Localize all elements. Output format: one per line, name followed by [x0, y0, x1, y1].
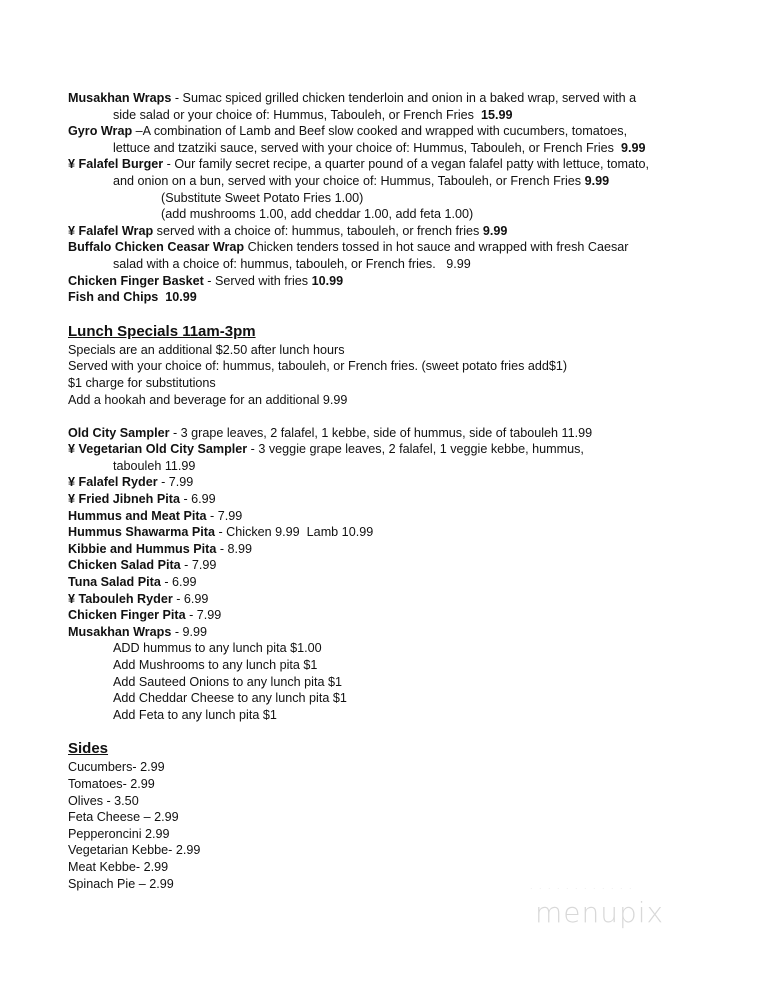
menu-line: [68, 842, 708, 859]
menu-line: [68, 557, 708, 574]
menu-line: [68, 793, 708, 810]
item-text: Add Feta to any lunch pita $1: [113, 707, 277, 722]
item-text: - 9.99: [171, 624, 208, 639]
item-text: Chicken tenders tossed in hot sauce and wrapped with fresh Caesar: [244, 240, 629, 255]
menu-line: [68, 206, 708, 223]
item-name: Chicken Finger Basket: [68, 273, 204, 288]
item-name: ¥ Vegetarian Old City Sampler: [68, 442, 248, 457]
menu-line: [68, 524, 708, 541]
item-text: Meat Kebbe- 2.99: [68, 859, 169, 874]
menu-line: [68, 140, 708, 157]
item-text: Cucumbers- 2.99: [68, 760, 165, 775]
menupix-watermark: menupix: [535, 896, 665, 929]
menu-section: [68, 90, 708, 306]
item-name: 15.99: [480, 107, 513, 122]
menu-line: [68, 107, 708, 124]
item-name: 9.99: [584, 173, 610, 188]
item-text: - 8.99: [216, 541, 253, 556]
menu-line: [68, 273, 708, 290]
menu-line: [68, 239, 708, 256]
item-text: - 3 veggie grape leaves, 2 falafel, 1 veggie kebbe, hummus,: [247, 442, 584, 457]
menu-line: [68, 607, 708, 624]
item-text: - 7.99: [206, 508, 243, 523]
menu-line: [68, 458, 708, 475]
item-text: Spinach Pie – 2.99: [68, 876, 174, 891]
menu-line: [68, 392, 708, 409]
menu-line: [68, 657, 708, 674]
menu-line: [68, 508, 708, 525]
menu-line: [68, 190, 708, 207]
menu-line: [68, 574, 708, 591]
menu-line: [68, 690, 708, 707]
item-name: Hummus and Meat Pita: [68, 508, 207, 523]
watermark-tagline: . . . . . . . . . . . .: [530, 881, 634, 891]
item-text: - Chicken 9.99 Lamb 10.99: [214, 525, 374, 540]
item-text: Feta Cheese – 2.99: [68, 810, 179, 825]
item-name: ¥ Fried Jibneh Pita: [68, 492, 180, 507]
item-text: served with a choice of: hummus, tabouleh, or french fries: [153, 223, 483, 238]
item-name: 9.99: [482, 223, 508, 238]
menu-line: [68, 541, 708, 558]
item-text: - 6.99: [160, 575, 197, 590]
menu-line: [68, 375, 708, 392]
item-text: - 6.99: [179, 492, 216, 507]
item-text: Add Mushrooms to any lunch pita $1: [113, 658, 318, 672]
item-text: Vegetarian Kebbe- 2.99: [68, 843, 201, 858]
menu-line: [68, 123, 708, 140]
item-text: ADD hummus to any lunch pita $1.00: [113, 641, 322, 656]
item-name: 9.99: [620, 140, 646, 155]
menu-line: [68, 156, 708, 173]
item-name: Musakhan Wraps: [68, 624, 172, 639]
item-text: side salad or your choice of: Hummus, Tabouleh, or French Fries: [113, 107, 481, 122]
item-name: ¥ Falafel Ryder: [68, 475, 158, 490]
item-name: Buffalo Chicken Ceasar Wrap: [68, 240, 245, 255]
item-text: Add Cheddar Cheese to any lunch pita $1: [113, 691, 347, 706]
item-name: ¥ Falafel Burger: [68, 157, 164, 172]
item-text: - 3 grape leaves, 2 falafel, 1 kebbe, side of hummus, side of tabouleh 11.99: [169, 425, 593, 440]
item-name: Kibbie and Hummus Pita: [68, 541, 217, 556]
item-text: Tomatoes- 2.99: [68, 776, 155, 791]
menu-line: [68, 707, 708, 724]
menu-line: [68, 90, 708, 107]
item-text: and onion on a bun, served with your choice of: Hummus, Tabouleh, or French Fries: [113, 173, 585, 188]
item-name: ¥ Tabouleh Ryder: [68, 591, 173, 606]
item-text: - Sumac spiced grilled chicken tenderloin and onion in a baked wrap, served with a: [171, 91, 637, 105]
item-name: Musakhan Wraps: [68, 91, 172, 105]
menu-line: [68, 358, 708, 375]
item-text: Add a hookah and beverage for an additional 9.99: [68, 392, 348, 407]
item-text: Olives - 3.50: [68, 793, 139, 808]
item-name: Hummus Shawarma Pita: [68, 525, 215, 540]
item-name: Gyro Wrap: [68, 124, 133, 139]
menu-line: [68, 289, 708, 306]
item-text: lettuce and tzatziki sauce, served with your choice of: Hummus, Tabouleh, or French Fries: [113, 140, 621, 155]
item-name: Old City Sampler: [68, 425, 170, 440]
section-heading: Sides: [68, 740, 109, 758]
item-text: - Served with fries: [203, 273, 312, 288]
menu-line: [68, 591, 708, 608]
item-text: - 7.99: [180, 558, 217, 573]
item-text: $1 charge for substitutions: [68, 375, 216, 390]
menu-line: [68, 640, 708, 657]
menu-line: [68, 759, 708, 776]
menu-line: [68, 624, 708, 641]
item-text: tabouleh 11.99: [113, 458, 196, 473]
section-heading: Lunch Specials 11am-3pm: [68, 322, 256, 340]
item-text: - 6.99: [172, 591, 209, 606]
item-name: Chicken Finger Pita: [68, 608, 186, 623]
menu-line: [68, 425, 708, 442]
item-text: Pepperoncini 2.99: [68, 826, 170, 841]
item-text: Add Sauteed Onions to any lunch pita $1: [113, 674, 342, 689]
menu-line: [68, 173, 708, 190]
menu-line: [68, 674, 708, 691]
item-name: ¥ Falafel Wrap: [68, 223, 154, 238]
menu-line: [68, 826, 708, 843]
item-text: salad with a choice of: hummus, tabouleh, or French fries. 9.99: [113, 256, 471, 271]
menu-line: [68, 859, 708, 876]
menu-document: [68, 90, 708, 892]
item-text: Served with your choice of: hummus, tabouleh, or French fries. (sweet potato fries add$1): [68, 359, 568, 374]
menu-line: [68, 776, 708, 793]
item-text: - 7.99: [185, 608, 222, 623]
menu-line: [68, 408, 708, 425]
menu-line: [68, 474, 708, 491]
item-text: (Substitute Sweet Potato Fries 1.00): [161, 190, 364, 205]
menu-line: [68, 256, 708, 273]
item-name: Chicken Salad Pita: [68, 558, 181, 573]
item-name: Tuna Salad Pita: [68, 575, 161, 590]
menu-section: [68, 739, 708, 892]
menu-line: [68, 491, 708, 508]
menu-line: [68, 223, 708, 240]
item-name: 10.99: [311, 273, 344, 288]
item-name: Fish and Chips 10.99: [68, 290, 197, 305]
item-text: (add mushrooms 1.00, add cheddar 1.00, add feta 1.00): [161, 207, 474, 222]
menu-line: [68, 342, 708, 359]
item-text: Specials are an additional $2.50 after lunch hours: [68, 342, 345, 357]
menu-line: [68, 809, 708, 826]
item-text: - Our family secret recipe, a quarter pound of a vegan falafel patty with lettuce, tomato,: [163, 157, 649, 172]
menu-line: [68, 441, 708, 458]
item-text: –A combination of Lamb and Beef slow cooked and wrapped with cucumbers, tomatoes,: [132, 124, 628, 139]
item-text: - 7.99: [157, 475, 194, 490]
menu-section: [68, 322, 708, 724]
